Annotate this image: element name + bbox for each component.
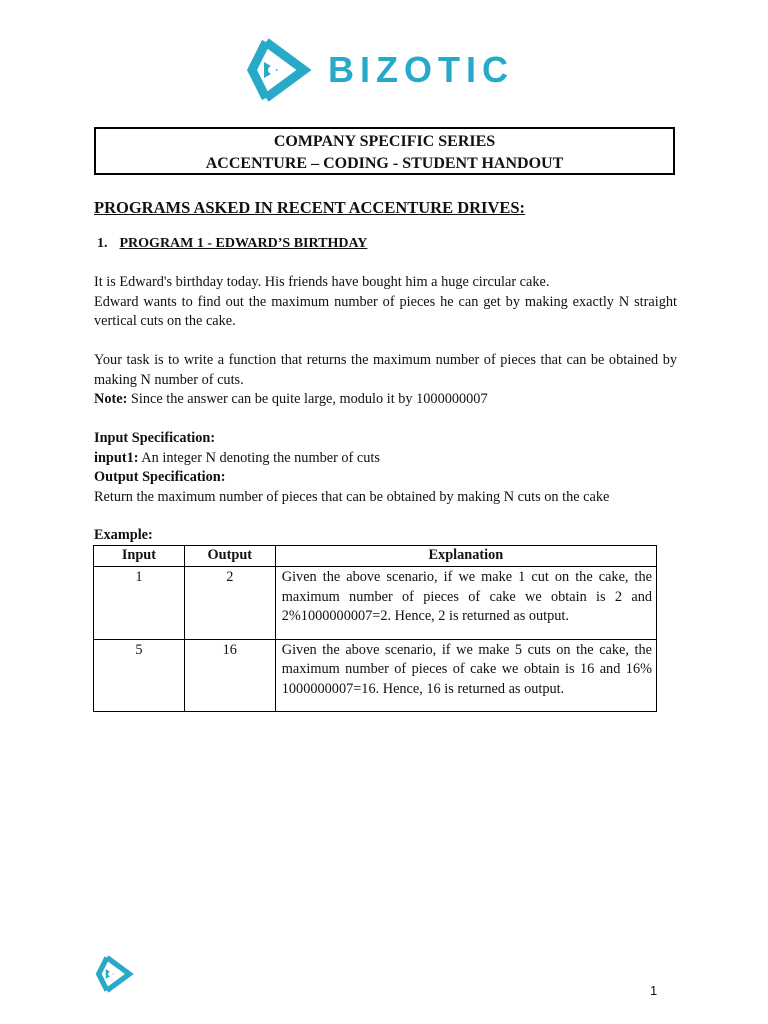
note-label: Note: <box>94 391 128 407</box>
example-table <box>93 545 657 712</box>
note-line <box>94 390 677 410</box>
input-text: An integer N denoting the number of cuts <box>141 449 380 466</box>
brand-logo <box>244 28 526 112</box>
spec-block <box>94 429 677 507</box>
input-label: input1: <box>94 449 139 466</box>
section-heading: PROGRAMS ASKED IN RECENT ACCENTURE DRIVES: <box>94 198 526 217</box>
program-heading <box>97 236 367 252</box>
table-row <box>94 567 657 640</box>
header-explanation: Explanation <box>275 546 656 567</box>
header-output: Output <box>184 546 275 567</box>
note-text: Since the answer can be quite large, modulo it by 1000000007 <box>130 391 488 407</box>
input-spec-heading: Input Specification: <box>94 430 216 446</box>
title-line-2: ACCENTURE – CODING - STUDENT HANDOUT <box>205 155 564 172</box>
title-line-1: COMPANY SPECIFIC SERIES <box>273 133 496 150</box>
table-row <box>94 639 657 712</box>
page-number: 1 <box>650 983 658 998</box>
example-heading-wrap <box>94 526 677 546</box>
brand-name: BIZOTIC <box>328 49 514 90</box>
cell-output: 16 <box>184 639 275 712</box>
output-text: Return the maximum number of pieces that can be obtained by making N cuts on the cake <box>94 488 610 505</box>
intro-line-1: It is Edward's birthday today. His friends have bought him a huge circular cake. <box>94 274 550 290</box>
example-heading: Example: <box>94 527 153 543</box>
footer-logo <box>94 954 134 999</box>
program-title: PROGRAM 1 - EDWARD’S BIRTHDAY <box>119 236 368 251</box>
bizotic-logo-icon <box>94 954 134 994</box>
intro-paragraph <box>94 273 677 332</box>
cell-explanation: Given the above scenario, if we make 1 cut on the cake, the maximum number of pieces of cake we obtain is 2 and 2%1000000007=2. Hence, 2 is returned as output. <box>275 567 656 640</box>
output-spec-heading: Output Specification: <box>94 469 226 485</box>
task-paragraph <box>94 351 677 410</box>
cell-input: 5 <box>94 639 185 712</box>
header-input: Input <box>94 546 185 567</box>
cell-output: 2 <box>184 567 275 640</box>
input-line <box>94 449 677 469</box>
intro-line-2: Edward wants to find out the maximum number of pieces he can get by making exactly N straight vertical cuts on the cake. <box>94 293 677 329</box>
program-number: 1. <box>97 236 108 251</box>
task-text: Your task is to write a function that returns the maximum number of pieces that can be obtained by making N number of cuts. <box>94 352 677 388</box>
cell-input: 1 <box>94 567 185 640</box>
bizotic-logo-icon <box>244 36 312 104</box>
cell-explanation: Given the above scenario, if we make 5 cuts on the cake, the maximum number of pieces of cake we obtain is 16 and 16% 1000000007=16. Hence, 16 is returned as output. <box>275 639 656 712</box>
handout-title-box <box>94 127 675 175</box>
table-header-row <box>94 546 657 567</box>
